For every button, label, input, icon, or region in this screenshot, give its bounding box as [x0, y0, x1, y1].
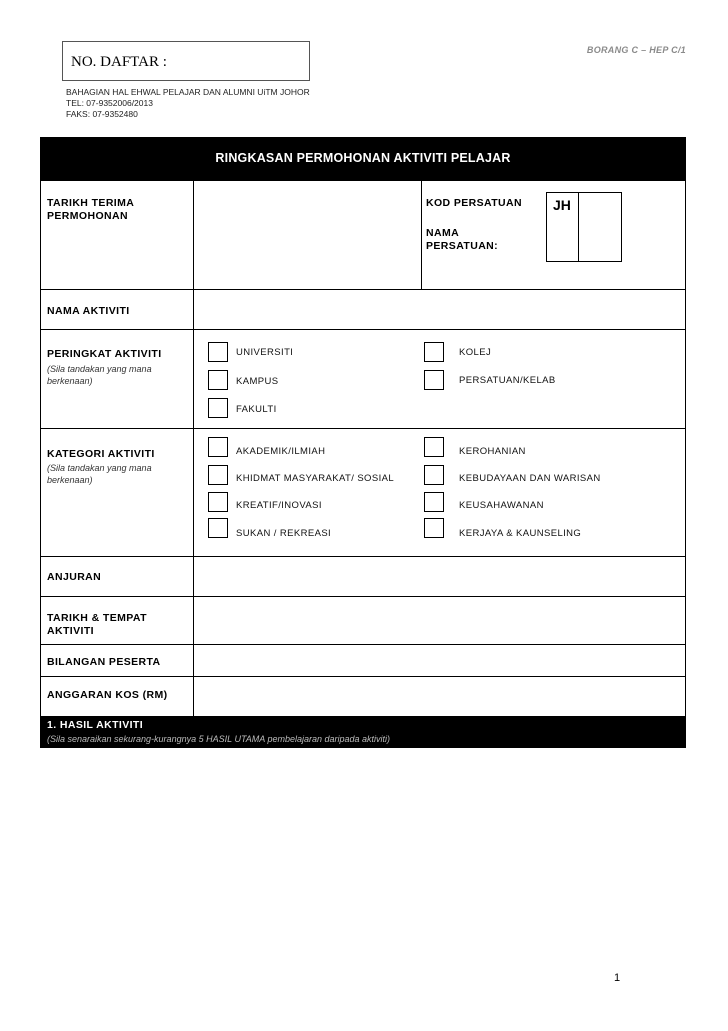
date-venue-label: TARIKH & TEMPAT AKTIVITI: [47, 612, 147, 637]
option-khidmat-masyarakat: KHIDMAT MASYARAKAT/ SOSIAL: [236, 473, 395, 484]
page-number: 1: [614, 972, 621, 984]
row-divider: [40, 676, 686, 677]
activity-level-label: PERINGKAT AKTIVITI: [47, 348, 162, 360]
option-kerjaya: KERJAYA & KAUNSELING: [459, 528, 582, 539]
option-akademik: AKADEMIK/ILMIAH: [236, 446, 326, 457]
option-fakulti: FAKULTI: [236, 404, 277, 415]
activity-outcomes-title: 1. HASIL AKTIVITI: [47, 719, 144, 731]
checkbox-keusahawanan[interactable]: [424, 492, 444, 512]
society-code-value: JH: [553, 197, 571, 213]
option-kebudayaan: KEBUDAYAAN DAN WARISAN: [459, 473, 601, 484]
option-universiti: UNIVERSITI: [236, 347, 294, 358]
option-persatuan-kelab: PERSATUAN/KELAB: [459, 375, 556, 386]
society-code-divider: [578, 192, 579, 262]
form-title: RINGKASAN PERMOHONAN AKTIVITI PELAJAR: [40, 137, 686, 181]
checkbox-kreatif[interactable]: [208, 492, 228, 512]
activity-category-note: (Sila tandakan yang mana berkenaan): [47, 463, 152, 485]
checkbox-khidmat-masyarakat[interactable]: [208, 465, 228, 485]
activity-outcomes-note: (Sila senaraikan sekurang-kurangnya 5 HASIL UTAMA pembelajaran daripada aktiviti): [47, 734, 391, 744]
option-kerohanian: KEROHANIAN: [459, 446, 526, 457]
checkbox-universiti[interactable]: [208, 342, 228, 362]
society-name-label: NAMA PERSATUAN:: [426, 227, 499, 252]
checkbox-fakulti[interactable]: [208, 398, 228, 418]
checkbox-kerjaya[interactable]: [424, 518, 444, 538]
option-kampus: KAMPUS: [236, 376, 279, 387]
activity-outcomes-header: [40, 716, 686, 748]
column-divider: [193, 181, 194, 716]
row-divider: [40, 644, 686, 645]
option-kreatif: KREATIF/INOVASI: [236, 500, 322, 511]
activity-name-label: NAMA AKTIVITI: [47, 305, 130, 317]
option-kolej: KOLEJ: [459, 347, 492, 358]
estimated-cost-label: ANGGARAN KOS (RM): [47, 689, 168, 701]
checkbox-persatuan-kelab[interactable]: [424, 370, 444, 390]
activity-category-label: KATEGORI AKTIVITI: [47, 448, 155, 460]
fax: FAKS: 07-9352480: [66, 109, 138, 119]
registration-number-label: NO. DAFTAR :: [71, 54, 167, 70]
received-date-label: TARIKH TERIMA PERMOHONAN: [47, 197, 135, 222]
checkbox-kampus[interactable]: [208, 370, 228, 390]
checkbox-sukan[interactable]: [208, 518, 228, 538]
option-keusahawanan: KEUSAHAWANAN: [459, 500, 544, 511]
form-code: BORANG C – HEP C/1: [586, 45, 686, 55]
department-name: BAHAGIAN HAL EHWAL PELAJAR DAN ALUMNI UiTM JOHOR: [66, 87, 310, 97]
column-divider: [421, 181, 422, 289]
organizer-label: ANJURAN: [47, 571, 102, 583]
row-divider: [40, 289, 686, 290]
checkbox-akademik[interactable]: [208, 437, 228, 457]
registration-number-box[interactable]: [62, 41, 310, 81]
activity-level-note: (Sila tandakan yang mana berkenaan): [47, 364, 152, 386]
checkbox-kolej[interactable]: [424, 342, 444, 362]
society-code-label: KOD PERSATUAN: [426, 197, 523, 209]
checkbox-kerohanian[interactable]: [424, 437, 444, 457]
checkbox-kebudayaan[interactable]: [424, 465, 444, 485]
participant-count-label: BILANGAN PESERTA: [47, 656, 161, 668]
row-divider: [40, 428, 686, 429]
telephone: TEL: 07-9352006/2013: [66, 98, 153, 108]
option-sukan: SUKAN / REKREASI: [236, 528, 332, 539]
row-divider: [40, 556, 686, 557]
row-divider: [40, 596, 686, 597]
row-divider: [40, 329, 686, 330]
